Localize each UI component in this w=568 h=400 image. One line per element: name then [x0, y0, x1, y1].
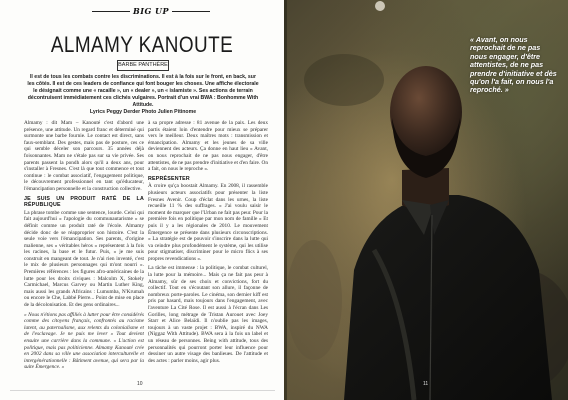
body-paragraph: La phrase tombe comme une sentence, lourde. Celui qui fait aujourd'hui « l'apologie du communautarisme » se définit comme un produit raté de l'école. Almamy décide donc de se réapproprier son histoire. C'est la seule voie vers l'émancipation. Ses parents, d'origine malienne, ses « véritables héros » représentent à la fois les racines, la base et le futur. Puis, « je me suis construit en mangeant de tout. Je n'ai rien inventé, c'est le mix de plusieurs personnages qui m'ont nourri ». Premières références : les figures afro-américaines de la lutte pour les droits civiques : Malcolm X, Stokely Carmichael, Marcus Garvey ou Martin Luther King, mais aussi les grands Africains : Lumumba, N'Krumah ou encore le Che, Labbé Pierre... Point de mise en place de la décolonisation. Et des gens ordinaires...	[24, 209, 144, 309]
body-paragraph-quote: « Nous n'étions pas affiliés à lutter pour être considérés comme des citoyens français, confrontés au racisme latent, au paternalisme, aux relents du colonialisme et de l'esclavage. Je ne puis me lever » Tout devient ensuite une carrière dans la commune. « L'action est politique, mais pas politicienne. Almamy Kanouté crée en 2002 dans sa ville une association interculturelle et intergénérationnelle : Bâtiment avenue, qui sera par la suite Émergence. »	[24, 311, 144, 371]
body-paragraph: À croire qu'ça boostait Almamy. En 2008, il rassemble plusieurs acteurs associatifs pour présenter la liste Fresnes Avenir. Coup d'éclat dans les urnes, la liste recueille 11 % des suffrages. « J'ai voulu saisir le moment de marquer que l'Urban ne fait pas peur. Pour la première fois en politique par mon nom de famille » Et puis il y a les régionales de 2010. Le mouvement Émergence se présente dans plusieurs circonscriptions. « La stratégie est de pouvoir s'inscrire dans la lutte qui va ceindre plus profondément le système, qui les utilise pour stigmatiser, discriminer pour le micro flics à ses propres revendications ».	[148, 183, 268, 262]
body-paragraph: Almamy : dit Mam – Kanouté c'est d'abord une présence, une attitude. Un regard franc et déterminé qui surmonte une barbe fournie. Le contact est direct, sans faux-semblant. Des gestes, mais pas de posture, ces ce qui semble déceler son parcours. 35 années déjà foisonnantes. Mam ne s'étale pas sur sa vie privée. Ses parents passent la pondh alors qu'il a deux ans, pour s'installer à Fresnes. C'est là que tout commence et tout continue : le combat associatif, l'engagement politique, le découvrement professionnel en tant qu'éducateur, l'émancipation personnelle et la construction collective.	[24, 120, 144, 192]
footer-rule	[10, 390, 275, 391]
body-paragraph: La tâche est immense : la politique, le combat culturel, la lutte pour la mémoire... Mais ça ne fait pas peur à Almamy, sûr de ses choix et convictions, fort du collectif. Tout en s'écoutant son allure, il façonne de nombreux porte-paroles. Le cinéma, son dernier kiff est pris par hasard, mais toujours dans l'engagement, avec l'aventure La Cité Rose. Il est aussi à l'écran dans Les Gorilles, long métrage de Tristan Aurouet avec Joey Starr et Alice Belaïdi. Il n'oublie pas les images, toujours à un vaste projet : BWA, inspiré du NWA (Niggaz With Attitude). BWA sera à la fois un label et un réseau de personnes. Being with attitude, tous des personnalités qui pourront porter leur influence pour dessiner un autre visage des banlieues. De l'attitude et des actes : parler moins, agir plus.	[148, 265, 268, 364]
rubric-label: BIG UP	[132, 6, 170, 16]
right-page-photo	[284, 0, 568, 400]
rubric-rule-left	[92, 11, 130, 12]
text-column-2	[148, 120, 268, 385]
article-credits: Lyrics Peggy Derder Photo Julien Pitinome	[89, 109, 197, 115]
body-paragraph: à sa propre adresse : 81 avenue de la paix. Les deux partis étaient loin d'entendre pour mieux se préparer vers le meilleur. Deux maîtres mots : transmission et émancipation. Almamy et les jeunes de sa ville deviennent des acteurs. Ça donne en haut lieu « Avant, on nous reprochait de ne pas nous engager, d'être attentistes, de ne pas prendre d'initiative et d'en faire. On a fait, on nous le reproche ».	[148, 120, 268, 173]
article-subtitle: BARBE PANTHÈRE	[117, 60, 169, 71]
section-heading: REPRÉSENTER	[148, 175, 190, 182]
pull-quote: « Avant, on nous reprochait de ne pas nous engager, d'être attentistes, de ne pas prendre d'initiative et dès qu'on l'a fait, on nous l'a reproché. »	[470, 35, 557, 95]
wall-stain	[304, 54, 384, 106]
article-lead: Il est de tous les combats contre les discriminations. Il est à la fois sur le front, en back, sur les côtés. Il est de ces leaders de confiance qui font bouger les choses. Une affiche électorale le désignait comme une « racaille », un « dealer », un « islamiste ». Ses actions de terrain décontruisent immédiatement ces clichés vulgaires. Portrait d'un vrai BWA : Bonhomme With Attitude.	[27, 74, 259, 108]
rubric-rule-right	[172, 11, 210, 12]
wall-stain	[286, 240, 342, 360]
wall-light-fixture	[375, 1, 385, 11]
section-heading: JE SUIS UN PRODUIT RATÉ DE LA RÉPUBLIQUE	[24, 195, 144, 209]
page-number-right: 11	[423, 381, 429, 387]
section-rubric	[0, 5, 284, 17]
page-number-left: 10	[137, 381, 143, 387]
text-column-1	[24, 120, 144, 385]
article-title: ALMAMY KANOUTE	[50, 32, 234, 57]
